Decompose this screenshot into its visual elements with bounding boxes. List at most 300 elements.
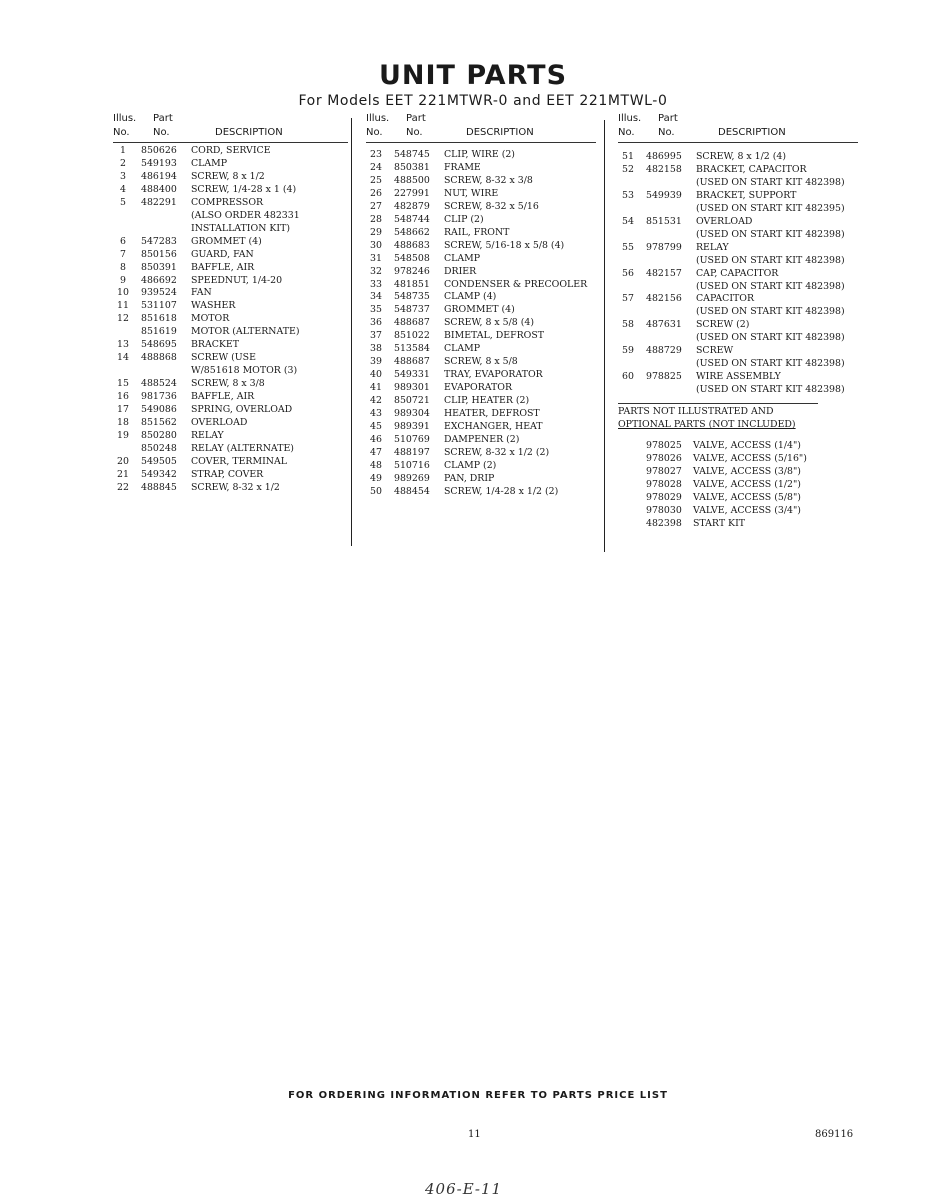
optional-part-description: VALVE, ACCESS (1/4") (693, 440, 801, 452)
row-description: INSTALLATION KIT) (191, 222, 290, 234)
row-description: MOTOR (ALTERNATE) (191, 326, 300, 338)
row-description: SCREW, 8 x 5/8 (4) (444, 317, 535, 329)
table-row (366, 382, 596, 395)
row-illus-number: 6 (120, 235, 126, 247)
row-illus-number: 15 (117, 378, 129, 390)
row-description: DRIER (444, 265, 477, 277)
row-illus-number: 5 (120, 196, 126, 208)
row-illus-number (618, 203, 638, 216)
row-illus-number (113, 210, 133, 223)
table-row (618, 345, 858, 358)
header-part: Part (153, 113, 173, 124)
table-row (618, 293, 858, 306)
row-illus-number (618, 177, 638, 190)
table-row (113, 300, 348, 313)
optional-part-number: 978030 (646, 504, 682, 516)
row-illus-number: 39 (370, 356, 382, 368)
table-row (366, 253, 596, 266)
parts-rows (113, 145, 348, 495)
table-row (618, 358, 858, 371)
row-illus-number: 40 (370, 369, 382, 381)
row-description: GUARD, FAN (191, 248, 254, 260)
row-part-number (638, 281, 696, 294)
row-part-number: 549505 (141, 455, 177, 467)
optional-part-description: VALVE, ACCESS (5/8") (693, 491, 801, 503)
row-description: COMPRESSOR (191, 196, 264, 208)
row-illus-number: 36 (370, 317, 382, 329)
row-illus-number: 49 (370, 472, 382, 484)
table-row (366, 343, 596, 356)
row-illus-number: 42 (370, 395, 382, 407)
row-description: BIMETAL, DEFROST (444, 330, 545, 342)
row-part-number: 548735 (394, 291, 430, 303)
ordering-note: FOR ORDERING INFORMATION REFER TO PARTS PRICE LIST (288, 1090, 668, 1101)
row-part-number: 227991 (394, 187, 430, 199)
table-row (618, 281, 858, 294)
row-illus-number: 21 (117, 468, 129, 480)
optional-part-number: 978027 (646, 465, 682, 477)
table-row (618, 384, 858, 397)
row-part-number: 488687 (394, 356, 430, 368)
list-item (618, 479, 858, 492)
row-description: CAP, CAPACITOR (696, 267, 779, 279)
row-illus-number: 35 (370, 304, 382, 316)
list-item (618, 505, 858, 518)
row-part-number: 850626 (141, 145, 177, 156)
row-part-number: 978799 (646, 241, 682, 253)
row-illus-number (618, 281, 638, 294)
row-part-number: 486194 (141, 170, 177, 182)
row-illus-number (618, 255, 638, 268)
table-row (366, 473, 596, 486)
row-description: OVERLOAD (191, 417, 248, 429)
row-description: COVER, TERMINAL (191, 455, 287, 467)
row-illus-number: 51 (622, 151, 634, 162)
row-description: CLAMP (191, 157, 228, 169)
header-part: Part (406, 113, 426, 124)
row-description: HEATER, DEFROST (444, 408, 540, 420)
optional-part-number: 978028 (646, 478, 682, 490)
row-part-number: 482879 (394, 200, 430, 212)
row-part-number: 487631 (646, 319, 682, 331)
column-header (618, 113, 858, 143)
list-item (618, 466, 858, 479)
row-part-number: 850721 (394, 395, 430, 407)
row-illus-number: 41 (370, 382, 382, 394)
list-item (618, 492, 858, 505)
row-illus-number: 53 (622, 189, 634, 201)
table-row (113, 236, 348, 249)
optional-part-description: VALVE, ACCESS (5/16") (693, 452, 807, 464)
table-row (113, 365, 348, 378)
optional-part-description: VALVE, ACCESS (3/8") (693, 465, 801, 477)
table-row (366, 434, 596, 447)
row-illus-number: 22 (117, 481, 129, 493)
row-description: CLIP, HEATER (2) (444, 395, 530, 407)
header-rule (113, 142, 348, 143)
table-row (618, 332, 858, 345)
row-description: (USED ON START KIT 482398) (696, 306, 845, 318)
column-header (366, 113, 596, 143)
row-description: SCREW, 8-32 x 5/16 (444, 200, 539, 212)
row-illus-number (113, 326, 133, 339)
list-item (618, 518, 858, 531)
row-description: BRACKET (191, 339, 239, 351)
table-row (366, 201, 596, 214)
list-item (618, 440, 858, 453)
row-part-number: 851619 (141, 326, 177, 338)
table-row (366, 317, 596, 330)
table-row (113, 287, 348, 300)
row-description: SCREW (2) (696, 319, 750, 331)
row-illus-number: 32 (370, 265, 382, 277)
parts-column-3 (618, 113, 858, 531)
row-part-number: 549331 (394, 369, 430, 381)
table-row (618, 242, 858, 255)
row-part-number: 981736 (141, 391, 177, 403)
row-description: SCREW, 8 x 1/2 (4) (696, 151, 787, 162)
row-description: CLAMP (444, 252, 481, 264)
header-description: DESCRIPTION (215, 127, 283, 138)
table-row (113, 223, 348, 236)
row-part-number: 488500 (394, 174, 430, 186)
row-part-number: 850391 (141, 261, 177, 273)
table-row (113, 339, 348, 352)
row-part-number (638, 177, 696, 190)
table-row (113, 197, 348, 210)
header-rule (618, 142, 858, 143)
row-illus-number: 48 (370, 459, 382, 471)
row-part-number: 549939 (646, 189, 682, 201)
header-illus: Illus. (113, 113, 137, 124)
row-part-number: 547283 (141, 235, 177, 247)
row-part-number: 989301 (394, 382, 430, 394)
row-description: (USED ON START KIT 482398) (696, 176, 845, 188)
table-row (113, 184, 348, 197)
row-description: SCREW, 8-32 x 1/2 (2) (444, 446, 550, 458)
row-part-number (638, 332, 696, 345)
row-description: CLAMP (2) (444, 459, 497, 471)
row-illus-number: 11 (117, 300, 129, 312)
column-divider (351, 118, 352, 546)
optional-part-number: 978026 (646, 452, 682, 464)
row-description: FRAME (444, 161, 481, 173)
table-row (618, 190, 858, 203)
row-part-number: 850156 (141, 248, 177, 260)
table-row (113, 158, 348, 171)
row-description: SCREW (696, 345, 734, 357)
header-no: No. (153, 127, 170, 138)
header-description: DESCRIPTION (718, 127, 786, 138)
row-illus-number: 43 (370, 408, 382, 420)
table-row (366, 395, 596, 408)
row-description: TRAY, EVAPORATOR (444, 369, 543, 381)
table-row (113, 210, 348, 223)
table-row (366, 175, 596, 188)
row-description: BRACKET, CAPACITOR (696, 163, 807, 175)
row-part-number: 989304 (394, 408, 430, 420)
row-illus-number: 4 (120, 183, 126, 195)
row-description: WIRE ASSEMBLY (696, 371, 781, 383)
row-description: SCREW, 8 x 1/2 (191, 170, 265, 182)
row-description: EXCHANGER, HEAT (444, 421, 543, 433)
row-description: CONDENSER & PRECOOLER (444, 278, 588, 290)
table-row (366, 356, 596, 369)
header-part: Part (658, 113, 678, 124)
row-illus-number: 18 (117, 417, 129, 429)
row-description: FAN (191, 287, 212, 299)
table-row (366, 214, 596, 227)
table-row (366, 291, 596, 304)
row-illus-number (618, 306, 638, 319)
row-part-number (638, 306, 696, 319)
table-row (366, 421, 596, 434)
header-no: No. (113, 127, 130, 138)
parts-column-2 (366, 113, 596, 499)
row-illus-number: 50 (370, 485, 382, 497)
row-part-number: 488197 (394, 446, 430, 458)
table-row (366, 447, 596, 460)
row-illus-number: 25 (370, 174, 382, 186)
row-description: (USED ON START KIT 482398) (696, 228, 845, 240)
row-part-number: 513584 (394, 343, 430, 355)
row-part-number: 850248 (141, 442, 177, 454)
row-illus-number: 13 (117, 339, 129, 351)
notes-rule (618, 403, 818, 404)
row-illus-number: 52 (622, 163, 634, 175)
row-description: CORD, SERVICE (191, 145, 271, 156)
row-part-number: 548508 (394, 252, 430, 264)
row-part-number: 488687 (394, 317, 430, 329)
row-illus-number: 34 (370, 291, 382, 303)
row-description: (USED ON START KIT 482398) (696, 384, 845, 396)
row-illus-number: 17 (117, 404, 129, 416)
row-part-number: 549086 (141, 404, 177, 416)
row-part-number: 482291 (141, 196, 177, 208)
row-description: PAN, DRIP (444, 472, 495, 484)
row-description: GROMMET (4) (191, 235, 262, 247)
table-row (366, 304, 596, 317)
row-part-number: 549342 (141, 468, 177, 480)
column-header (113, 113, 348, 143)
row-illus-number: 56 (622, 267, 634, 279)
row-part-number: 482158 (646, 163, 682, 175)
row-illus-number: 58 (622, 319, 634, 331)
row-part-number: 548744 (394, 213, 430, 225)
header-no: No. (618, 127, 635, 138)
row-description: CLIP, WIRE (2) (444, 149, 515, 160)
table-row (618, 177, 858, 190)
row-part-number (638, 358, 696, 371)
row-description: SCREW, 8 x 5/8 (444, 356, 518, 368)
table-row (366, 408, 596, 421)
header-description: DESCRIPTION (466, 127, 534, 138)
row-part-number (133, 210, 191, 223)
row-part-number: 851022 (394, 330, 430, 342)
row-part-number: 548695 (141, 339, 177, 351)
page-subtitle: For Models EET 221MTWR-0 and EET 221MTWL-0 (298, 93, 668, 109)
table-row (366, 227, 596, 240)
row-illus-number: 27 (370, 200, 382, 212)
row-illus-number: 9 (120, 274, 126, 286)
row-illus-number: 28 (370, 213, 382, 225)
table-row (113, 275, 348, 288)
row-part-number (133, 365, 191, 378)
table-row (618, 151, 858, 164)
table-row (113, 404, 348, 417)
row-part-number: 851618 (141, 313, 177, 325)
row-description: RELAY (ALTERNATE) (191, 442, 294, 454)
row-description: BRACKET, SUPPORT (696, 189, 797, 201)
row-part-number (638, 384, 696, 397)
table-row (366, 266, 596, 279)
row-description: (USED ON START KIT 482398) (696, 332, 845, 344)
table-row (113, 313, 348, 326)
row-illus-number: 1 (120, 145, 126, 156)
table-row (618, 216, 858, 229)
notes-line-1: PARTS NOT ILLUSTRATED AND (618, 406, 774, 418)
row-illus-number: 12 (117, 313, 129, 325)
row-illus-number: 47 (370, 446, 382, 458)
row-illus-number: 37 (370, 330, 382, 342)
row-part-number: 482157 (646, 267, 682, 279)
row-part-number: 488400 (141, 183, 177, 195)
row-description: RELAY (191, 429, 224, 441)
document-number: 869116 (815, 1129, 854, 1140)
header-no: No. (406, 127, 423, 138)
table-row (113, 145, 348, 158)
row-part-number: 531107 (141, 300, 177, 312)
table-row (366, 330, 596, 343)
row-part-number: 510769 (394, 433, 430, 445)
row-part-number: 989269 (394, 472, 430, 484)
table-row (618, 371, 858, 384)
row-part-number (638, 229, 696, 242)
row-illus-number: 57 (622, 293, 634, 305)
row-description: SCREW (USE (191, 352, 256, 364)
row-description: EVAPORATOR (444, 382, 513, 394)
row-part-number: 486692 (141, 274, 177, 286)
column-divider (604, 120, 605, 552)
row-part-number: 488868 (141, 352, 177, 364)
table-row (113, 262, 348, 275)
table-row (618, 306, 858, 319)
row-illus-number (618, 384, 638, 397)
row-part-number: 978825 (646, 371, 682, 383)
row-illus-number: 59 (622, 345, 634, 357)
header-illus: Illus. (618, 113, 642, 124)
row-illus-number: 2 (120, 157, 126, 169)
row-description: SCREW, 8-32 x 3/8 (444, 174, 533, 186)
row-description: CAPACITOR (696, 293, 755, 305)
row-illus-number: 54 (622, 215, 634, 227)
row-part-number: 488683 (394, 239, 430, 251)
row-description: RELAY (696, 241, 729, 253)
header-rule (366, 142, 596, 143)
table-row (113, 417, 348, 430)
table-row (113, 430, 348, 443)
row-illus-number: 3 (120, 170, 126, 182)
table-row (113, 378, 348, 391)
parts-column-1 (113, 113, 348, 495)
row-description: STRAP, COVER (191, 468, 264, 480)
row-description: CLAMP (4) (444, 291, 497, 303)
row-description: CLAMP (444, 343, 481, 355)
row-description: BAFFLE, AIR (191, 261, 255, 273)
row-description: BAFFLE, AIR (191, 391, 255, 403)
row-part-number: 548745 (394, 149, 430, 160)
row-description: SPEEDNUT, 1/4-20 (191, 274, 283, 286)
row-part-number: 486995 (646, 151, 682, 162)
row-description: (USED ON START KIT 482398) (696, 254, 845, 266)
table-row (618, 203, 858, 216)
row-illus-number: 7 (120, 248, 126, 260)
row-description: SPRING, OVERLOAD (191, 404, 293, 416)
row-description: SCREW, 8 x 3/8 (191, 378, 265, 390)
row-description: WASHER (191, 300, 236, 312)
handwritten-annotation: 406-E-11 (425, 1180, 503, 1198)
row-part-number: 850381 (394, 161, 430, 173)
optional-parts-list (618, 440, 858, 531)
optional-part-number: 978025 (646, 440, 682, 452)
row-illus-number (113, 365, 133, 378)
row-description: (USED ON START KIT 482395) (696, 202, 845, 214)
table-row (366, 240, 596, 253)
row-illus-number: 20 (117, 455, 129, 467)
table-row (113, 482, 348, 495)
table-row (618, 319, 858, 332)
row-description: GROMMET (4) (444, 304, 515, 316)
table-row (366, 369, 596, 382)
row-description: CLIP (2) (444, 213, 484, 225)
parts-rows (618, 151, 858, 397)
row-illus-number (113, 223, 133, 236)
row-illus-number: 45 (370, 421, 382, 433)
row-description: RAIL, FRONT (444, 226, 510, 238)
notes-heading (618, 406, 858, 432)
row-part-number: 851531 (646, 215, 682, 227)
row-description: SCREW, 5/16-18 x 5/8 (4) (444, 239, 565, 251)
row-illus-number: 55 (622, 241, 634, 253)
notes-line-2: OPTIONAL PARTS (NOT INCLUDED) (618, 419, 796, 431)
row-part-number: 939524 (141, 287, 177, 299)
header-illus: Illus. (366, 113, 390, 124)
row-part-number (638, 255, 696, 268)
row-description: DAMPENER (2) (444, 433, 520, 445)
list-item (618, 453, 858, 466)
table-row (618, 268, 858, 281)
row-description: OVERLOAD (696, 215, 753, 227)
row-part-number (638, 203, 696, 216)
row-illus-number: 38 (370, 343, 382, 355)
row-part-number: 510716 (394, 459, 430, 471)
page-title: UNIT PARTS (378, 60, 568, 91)
row-description: W/851618 MOTOR (3) (191, 365, 298, 377)
row-illus-number: 24 (370, 161, 382, 173)
header-no: No. (658, 127, 675, 138)
row-illus-number: 31 (370, 252, 382, 264)
row-part-number: 851562 (141, 417, 177, 429)
row-illus-number: 30 (370, 239, 382, 251)
page-number: 11 (468, 1129, 481, 1140)
row-part-number: 482156 (646, 293, 682, 305)
table-row (366, 162, 596, 175)
row-part-number: 488729 (646, 345, 682, 357)
row-illus-number: 8 (120, 261, 126, 273)
row-illus-number: 46 (370, 433, 382, 445)
table-row (366, 460, 596, 473)
table-row (366, 188, 596, 201)
